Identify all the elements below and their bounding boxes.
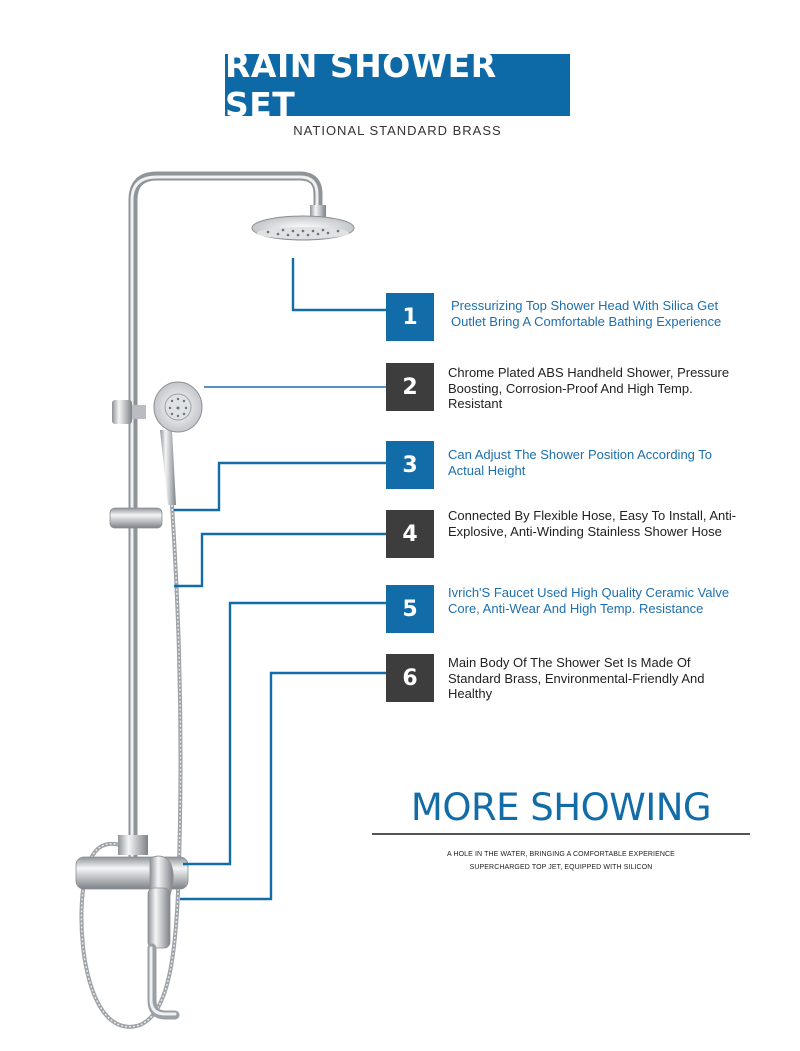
feature-3-text: Can Adjust The Shower Position According To Actual Height [448, 447, 713, 478]
hand-shower-icon [154, 382, 202, 505]
more-tagline-1: A HOLE IN THE WATER, BRINGING A COMFORTABLE EXPERIENCE [447, 851, 675, 858]
subtitle: NATIONAL STANDARD BRASS [293, 123, 502, 138]
feature-4-badge: 4 [386, 510, 434, 558]
feature-1-badge: 1 [386, 293, 434, 341]
connector-4 [174, 534, 386, 586]
title-banner: RAIN SHOWER SET [225, 54, 570, 116]
connector-5 [183, 603, 386, 864]
feature-1-text: Pressurizing Top Shower Head With Silica Get Outlet Bring A Comfortable Bathing Experience [451, 298, 722, 329]
connector-3 [174, 463, 386, 510]
feature-4-text: Connected By Flexible Hose, Easy To Install, Anti-Explosive, Anti-Winding Stainless Shower Hose [448, 508, 737, 539]
wall-bracket [112, 400, 132, 424]
connector-1 [293, 258, 386, 310]
feature-6-badge: 6 [386, 654, 434, 702]
feature-2-text: Chrome Plated ABS Handheld Shower, Pressure Boosting, Corrosion-Proof And High Temp. Resistant [448, 365, 730, 411]
more-showing-title: MORE SHOWING [410, 786, 712, 829]
feature-5-text: Ivrich'S Faucet Used High Quality Ceramic Valve Core, Anti-Wear And High Temp. Resistance [448, 585, 730, 616]
top-shower-head-icon [252, 205, 354, 240]
feature-6-text: Main Body Of The Shower Set Is Made Of Standard Brass, Environmental-Friendly And Healthy [448, 655, 705, 701]
feature-2-badge: 2 [386, 363, 434, 411]
slider-holder [110, 508, 162, 528]
divider [372, 833, 750, 835]
more-tagline-2: SUPERCHARGED TOP JET, EQUIPPED WITH SILICON [469, 864, 653, 871]
feature-5-badge: 5 [386, 585, 434, 633]
feature-3-badge: 3 [386, 441, 434, 489]
